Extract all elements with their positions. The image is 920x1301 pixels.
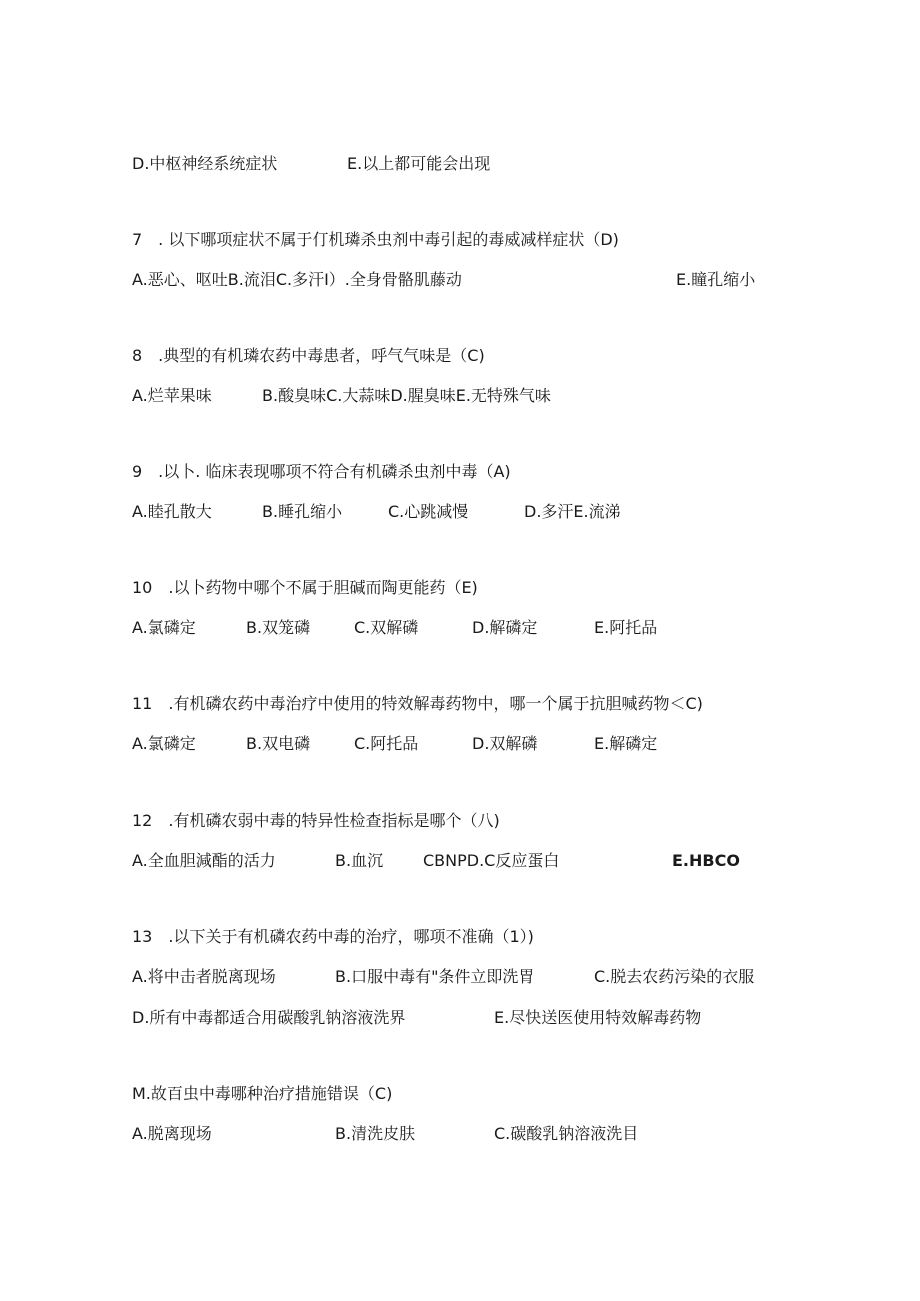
q11-title — [132, 694, 703, 714]
q12-options-cd: CBNPD.C反应蛋白 — [423, 851, 560, 870]
q10-title — [132, 578, 478, 598]
q10-option-d: D.解磷定 — [472, 618, 538, 637]
q13-options-row-1 — [0, 967, 920, 987]
q6-options-row — [0, 154, 920, 174]
q10-options-row — [0, 618, 920, 638]
q9-option-b: B.睡孔缩小 — [262, 502, 343, 521]
q12-title — [132, 811, 500, 831]
q9-option-c: C.心跳减慢 — [388, 502, 469, 521]
q9-title — [132, 462, 511, 482]
q13-options-row-2 — [0, 1008, 920, 1028]
q6-option-e: E.以上都可能会出现 — [347, 154, 491, 173]
q12-option-b: B.血沉 — [335, 851, 384, 870]
q14-option-b: B.清洗皮肤 — [335, 1124, 416, 1143]
q13-option-a: A.将中击者脱离现场 — [132, 967, 276, 986]
q13-question-text: 13 .以下关于有机磷农药中毒的治疗，哪项不准确（1）) — [132, 927, 534, 946]
q9-options-row — [0, 502, 920, 522]
q14-options-row — [0, 1124, 920, 1144]
q8-title — [132, 346, 485, 366]
q10-option-e: E.阿托品 — [594, 618, 658, 637]
q14-option-c: C.碳酸乳钠溶液洗目 — [494, 1124, 639, 1143]
q9-question-text: 9 .以卜. 临床表现哪项不符合有机磷杀虫剂中毒（A) — [132, 462, 511, 481]
q11-option-c: C.阿托品 — [354, 734, 419, 753]
q14-title — [132, 1084, 392, 1104]
q8-option-a: A.烂苹果味 — [132, 386, 212, 405]
q7-title — [132, 230, 619, 250]
q13-title — [132, 927, 534, 947]
q12-option-e: E.HBCO — [672, 851, 740, 870]
q13-option-e: E.尽快送医使用特效解毒药物 — [494, 1008, 702, 1027]
q8-options-bcde: B.酸臭味C.大蒜味D.腥臭味E.无特殊气味 — [262, 386, 551, 405]
q8-question-text: 8 .典型的有机璘农药中毒患者，呼气气味是（C) — [132, 346, 485, 365]
q13-option-d: D.所有中毒都适合用碳酸乳钠溶液洗界 — [132, 1008, 406, 1027]
q12-options-row — [0, 851, 920, 871]
q10-option-c: C.双解磷 — [354, 618, 419, 637]
q12-question-text: 12 .有机磷农弱中毒的特异性检查指标是哪个（八) — [132, 811, 500, 830]
q11-option-a: A.氯磷定 — [132, 734, 196, 753]
q7-options-row — [0, 270, 920, 290]
q12-option-a: A.全血胆減酯的活力 — [132, 851, 276, 870]
q11-option-e: E.解磷定 — [594, 734, 658, 753]
q7-question-text: 7 . 以下哪项症状不属于仃机璘杀虫剂中毒引起的毒威减样症状（D) — [132, 230, 619, 249]
q11-option-b: B.双电磷 — [246, 734, 311, 753]
q9-options-de: D.多汗E.流涕 — [524, 502, 621, 521]
q13-option-c: C.脱去农药污染的衣服 — [594, 967, 755, 986]
q9-option-a: A.睦孔散大 — [132, 502, 212, 521]
q10-question-text: 10 .以卜药物中哪个不属于胆碱而陶更能药（E) — [132, 578, 478, 597]
q14-option-a: A.脱离现场 — [132, 1124, 212, 1143]
q11-options-row — [0, 734, 920, 754]
q13-option-b: B.口服中毒有"条件立即洗胃 — [335, 967, 535, 986]
q14-question-text: M.故百虫中毒哪种治疗措施错误（C) — [132, 1084, 393, 1103]
q7-option-e: E.瞳孔缩小 — [676, 270, 756, 289]
q8-options-row — [0, 386, 920, 406]
q10-option-b: B.双笼磷 — [246, 618, 311, 637]
q10-option-a: A.氯磷定 — [132, 618, 196, 637]
q11-option-d: D.双解磷 — [472, 734, 538, 753]
q11-question-text: 11 .有机磷农药中毒治疗中使用的特效解毒药物中，哪一个属于抗胆喊药物＜C) — [132, 694, 703, 713]
q6-option-d: D.中枢神经系统症状 — [132, 154, 278, 173]
q7-options-abcd: A.恶心、呕吐B.流泪C.多汗I）.全身骨骼肌藤动 — [132, 270, 462, 289]
